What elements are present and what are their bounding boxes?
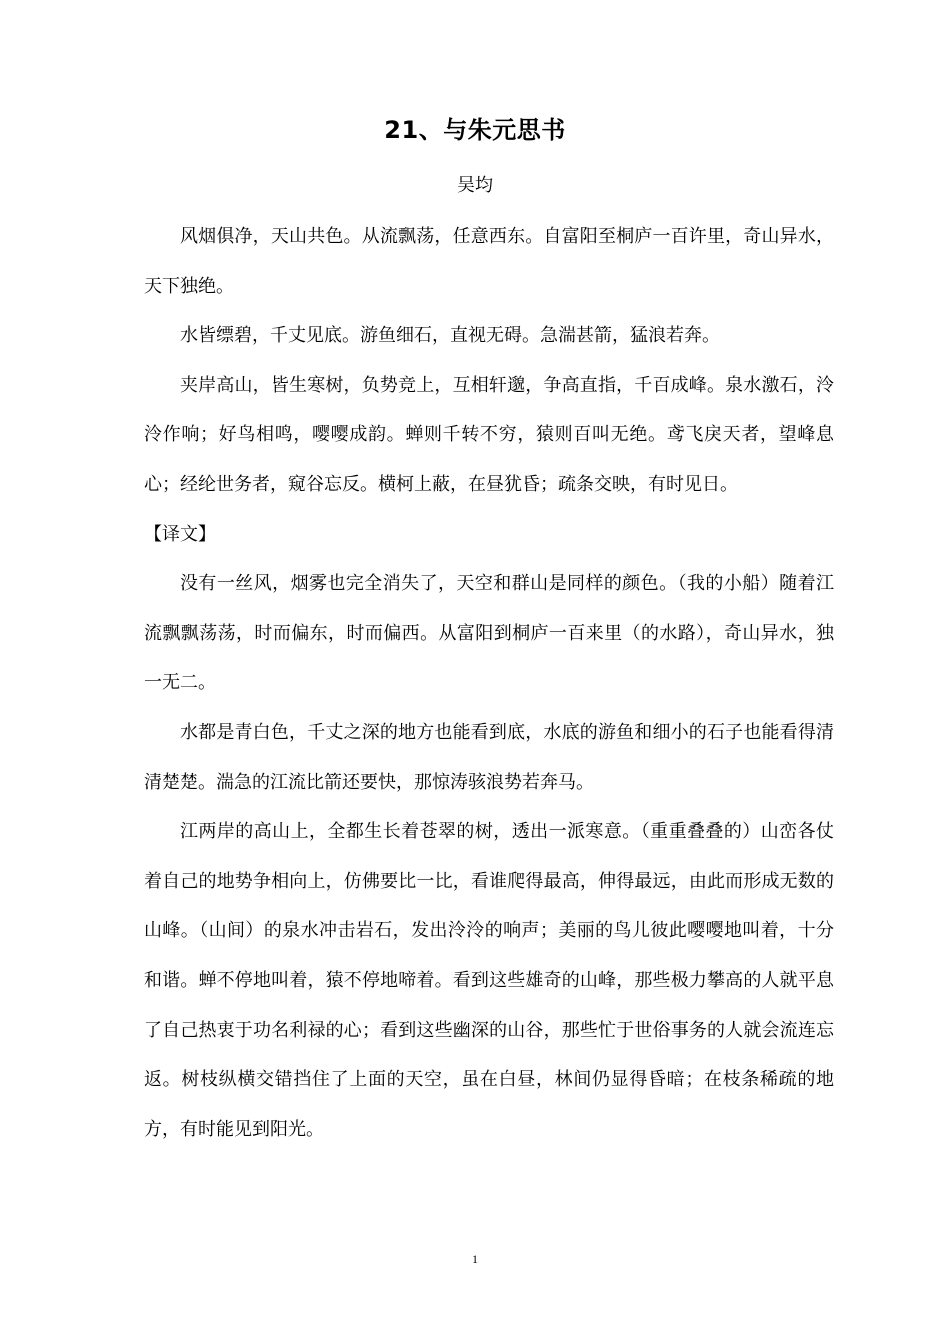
original-paragraph: 水皆缥碧，千丈见底。游鱼细石，直视无碍。急湍甚箭，猛浪若奔。 (180, 325, 720, 347)
original-paragraph: 风烟俱净，天山共色。从流飘荡，任意西东。自富阳至桐庐一百许里，奇山异水，天下独绝。 (144, 226, 834, 297)
translation-paragraph: 江两岸的高山上，全都生长着苍翠的树，透出一派寒意。（重重叠叠的）山峦各仗着自己的地势争相向上，仿佛要比一比，看谁爬得最高，伸得最远，由此而形成无数的山峰。（山间）的泉水冲击岩石，发出泠泠的响声；美丽的鸟儿彼此嘤嘤地叫着，十分和谐。蝉不停地叫着，猿不停地啼着。看到这些雄奇的山峰，那些极力攀高的人就平息了自己热衷于功名利禄的心；看到这些幽深的山谷，那些忙于世俗事务的人就会流连忘返。树枝纵横交错挡住了上面的天空，虽在白昼，林间仍显得昏暗；在枝条稀疏的地方，有时能见到阳光。 (144, 821, 834, 1140)
original-paragraph: 夹岸高山，皆生寒树，负势竞上，互相轩邈，争高直指，千百成峰。泉水激石，泠泠作响；好鸟相鸣，嘤嘤成韵。蝉则千转不穷，猿则百叫无绝。鸢飞戾天者，望峰息心；经纶世务者，窥谷忘反。横柯上蔽，在昼犹昏；疏条交映，有时见日。 (144, 374, 834, 495)
translation-label: 【译文】 (144, 523, 216, 545)
translation-paragraph: 水都是青白色，千丈之深的地方也能看到底，水底的游鱼和细小的石子也能看得清清楚楚。湍急的江流比箭还要快，那惊涛骇浪势若奔马。 (144, 721, 834, 793)
body-text (144, 212, 834, 1154)
translation-paragraph: 没有一丝风，烟雾也完全消失了，天空和群山是同样的颜色。（我的小船）随着江流飘飘荡荡，时而偏东，时而偏西。从富阳到桐庐一百来里（的水路），奇山异水，独一无二。 (144, 573, 834, 694)
author-name: 吴均 (457, 175, 493, 196)
page-title: 21、与朱元思书 (384, 116, 566, 144)
page-number: 1 (472, 1252, 478, 1266)
